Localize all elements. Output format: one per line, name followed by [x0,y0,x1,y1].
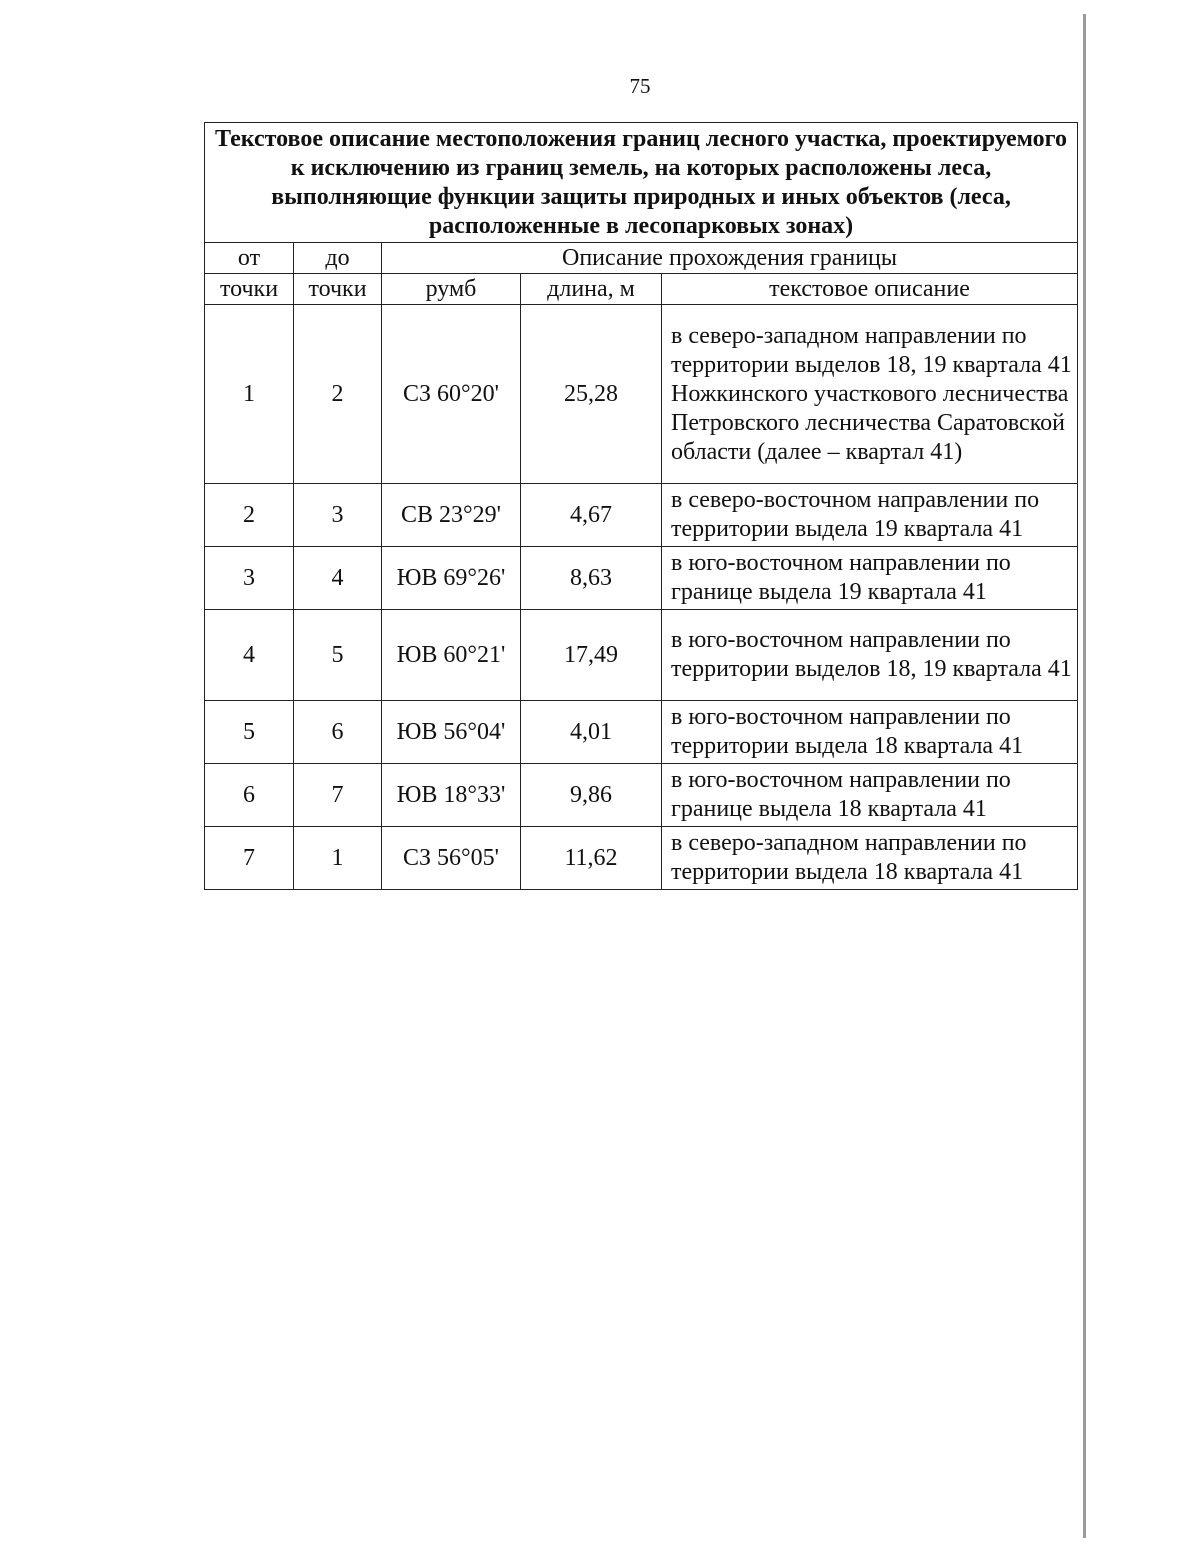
cell-length: 4,01 [521,701,662,764]
cell-description: в юго-восточном направлении по территории выделов 18, 19 квартала 41 [662,610,1078,701]
header-to-line1: до [294,243,382,274]
table-row [205,764,1078,827]
cell-bearing: ЮВ 69°26' [382,547,521,610]
cell-from: 5 [205,701,294,764]
scan-edge-line [1083,14,1086,1538]
cell-length: 25,28 [521,305,662,484]
table-row [205,827,1078,890]
cell-description: в северо-западном направлении по территории выделов 18, 19 квартала 41 Ножкинского участкового лесничества Петровского лесничества Саратовской области (далее – квартал 41) [662,305,1078,484]
cell-bearing: СВ 23°29' [382,484,521,547]
table-row [205,701,1078,764]
cell-from: 2 [205,484,294,547]
boundary-table [204,122,1078,890]
cell-to: 3 [294,484,382,547]
cell-bearing: СЗ 60°20' [382,305,521,484]
cell-to: 6 [294,701,382,764]
cell-bearing: ЮВ 60°21' [382,610,521,701]
header-row-2 [205,274,1078,305]
cell-description: в северо-восточном направлении по территории выдела 19 квартала 41 [662,484,1078,547]
table-title-row [205,123,1078,243]
cell-bearing: СЗ 56°05' [382,827,521,890]
page-number: 75 [629,74,651,98]
cell-bearing: ЮВ 18°33' [382,764,521,827]
cell-to: 1 [294,827,382,890]
cell-to: 5 [294,610,382,701]
cell-description: в юго-восточном направлении по границе выдела 18 квартала 41 [662,764,1078,827]
table-row [205,305,1078,484]
cell-description: в юго-восточном направлении по территории выдела 18 квартала 41 [662,701,1078,764]
cell-from: 3 [205,547,294,610]
cell-length: 11,62 [521,827,662,890]
cell-to: 7 [294,764,382,827]
cell-length: 8,63 [521,547,662,610]
cell-from: 6 [205,764,294,827]
cell-from: 4 [205,610,294,701]
header-to-line2: точки [294,274,382,305]
header-from-line1: от [205,243,294,274]
table-row [205,610,1078,701]
header-row-1 [205,243,1078,274]
cell-from: 7 [205,827,294,890]
cell-from: 1 [205,305,294,484]
cell-length: 9,86 [521,764,662,827]
table-row [205,547,1078,610]
header-from-line2: точки [205,274,294,305]
cell-bearing: ЮВ 56°04' [382,701,521,764]
cell-description: в северо-западном направлении по территории выдела 18 квартала 41 [662,827,1078,890]
header-bearing: румб [382,274,521,305]
header-boundary-description: Описание прохождения границы [382,243,1078,274]
cell-to: 2 [294,305,382,484]
header-length: длина, м [521,274,662,305]
cell-length: 17,49 [521,610,662,701]
cell-length: 4,67 [521,484,662,547]
cell-description: в юго-восточном направлении по границе выдела 19 квартала 41 [662,547,1078,610]
header-text-description: текстовое описание [662,274,1078,305]
cell-to: 4 [294,547,382,610]
table-row [205,484,1078,547]
table-title: Текстовое описание местоположения границ лесного участка, проектируемого к исключению из границ земель, на которых расположены леса, выполняющие функции защиты природных и иных объектов (леса, расположенные в лесопарковых зонах) [205,123,1078,243]
